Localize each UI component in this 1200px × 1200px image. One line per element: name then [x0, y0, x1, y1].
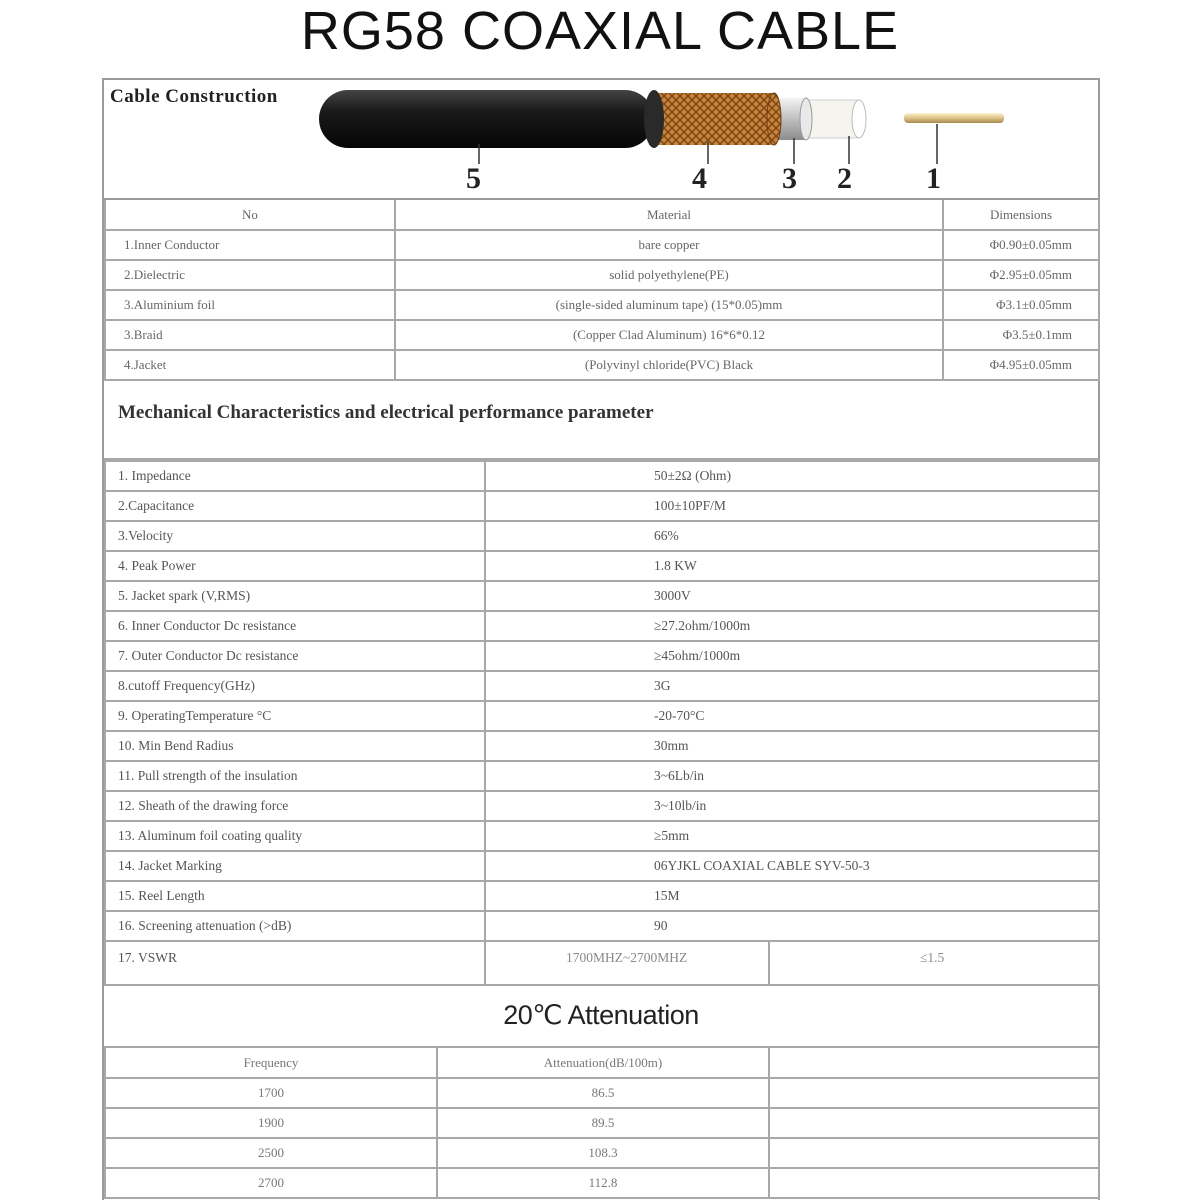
material-dimension: Φ3.5±0.1mm — [943, 320, 1099, 350]
param-value: ≥27.2ohm/1000m — [485, 611, 1099, 641]
param-label: 13. Aluminum foil coating quality — [105, 821, 485, 851]
material-part: 3.Aluminium foil — [105, 290, 395, 320]
table-row — [105, 461, 1099, 491]
braid-end — [767, 93, 781, 145]
table-row — [105, 1108, 1099, 1138]
callout-3: 3 — [782, 162, 797, 195]
inner-conductor-shape — [904, 113, 1004, 123]
table-row — [105, 821, 1099, 851]
param-value: 90 — [485, 911, 1099, 941]
param-label: 2.Capacitance — [105, 491, 485, 521]
material-part: 1.Inner Conductor — [105, 230, 395, 260]
material-dimension: Φ3.1±0.05mm — [943, 290, 1099, 320]
attenuation-value: 108.3 — [437, 1138, 769, 1168]
param-label: 1. Impedance — [105, 461, 485, 491]
param-label: 12. Sheath of the drawing force — [105, 791, 485, 821]
table-row — [105, 230, 1099, 260]
spec-sheet — [102, 78, 1100, 1200]
param-label: 10. Min Bend Radius — [105, 731, 485, 761]
cable-construction-section — [104, 80, 1098, 200]
table-row — [105, 350, 1099, 380]
attenuation-header-frequency: Frequency — [105, 1048, 437, 1078]
material-part: 4.Jacket — [105, 350, 395, 380]
attenuation-header-row — [105, 1048, 1099, 1078]
callout-2: 2 — [837, 162, 852, 195]
table-row — [105, 1168, 1099, 1198]
param-label: 8.cutoff Frequency(GHz) — [105, 671, 485, 701]
materials-header-row — [105, 200, 1099, 230]
vswr-label: 17. VSWR — [105, 941, 485, 985]
param-label: 4. Peak Power — [105, 551, 485, 581]
table-row — [105, 671, 1099, 701]
param-value: 50±2Ω (Ohm) — [485, 461, 1099, 491]
table-row — [105, 911, 1099, 941]
material-name: (single-sided aluminum tape) (15*0.05)mm — [395, 290, 943, 320]
attenuation-empty-cell — [769, 1138, 1099, 1168]
material-name: bare copper — [395, 230, 943, 260]
table-row — [105, 851, 1099, 881]
jacket-shape — [319, 90, 654, 148]
material-dimension: Φ4.95±0.05mm — [943, 350, 1099, 380]
param-label: 15. Reel Length — [105, 881, 485, 911]
table-row — [105, 701, 1099, 731]
param-value: 15M — [485, 881, 1099, 911]
foil-end — [800, 98, 812, 140]
table-row — [105, 491, 1099, 521]
table-row — [105, 761, 1099, 791]
table-row — [105, 731, 1099, 761]
param-value: 3~10lb/in — [485, 791, 1099, 821]
material-dimension: Φ0.90±0.05mm — [943, 230, 1099, 260]
table-row — [105, 611, 1099, 641]
table-row — [105, 260, 1099, 290]
mechanical-table — [104, 460, 1100, 986]
param-label: 9. OperatingTemperature °C — [105, 701, 485, 731]
attenuation-table — [104, 1048, 1100, 1199]
material-name: (Copper Clad Aluminum) 16*6*0.12 — [395, 320, 943, 350]
callout-5: 5 — [466, 162, 481, 195]
attenuation-heading: 20℃ Attenuation — [503, 1000, 699, 1030]
jacket-end — [644, 90, 664, 148]
table-row — [105, 290, 1099, 320]
param-value: 3000V — [485, 581, 1099, 611]
attenuation-value: 112.8 — [437, 1168, 769, 1198]
param-label: 16. Screening attenuation (>dB) — [105, 911, 485, 941]
table-row — [105, 581, 1099, 611]
attenuation-heading-cell — [104, 986, 1098, 1048]
material-name: (Polyvinyl chloride(PVC) Black — [395, 350, 943, 380]
cable-diagram — [104, 80, 1098, 198]
mechanical-heading-cell — [104, 380, 1098, 460]
page-title: RG58 COAXIAL CABLE — [300, 1, 900, 61]
vswr-range: 1700MHZ~2700MHZ — [485, 941, 769, 985]
attenuation-empty-cell — [769, 1168, 1099, 1198]
table-row — [105, 551, 1099, 581]
material-part: 2.Dielectric — [105, 260, 395, 290]
vswr-limit: ≤1.5 — [769, 941, 1099, 985]
param-value: 3~6Lb/in — [485, 761, 1099, 791]
attenuation-value: 89.5 — [437, 1108, 769, 1138]
material-part: 3.Braid — [105, 320, 395, 350]
param-value: 30mm — [485, 731, 1099, 761]
attenuation-value: 86.5 — [437, 1078, 769, 1108]
table-row — [105, 320, 1099, 350]
dielectric-end — [852, 100, 866, 138]
param-value: 1.8 KW — [485, 551, 1099, 581]
materials-header-no: No — [105, 200, 395, 230]
material-dimension: Φ2.95±0.05mm — [943, 260, 1099, 290]
construction-heading: Cable Construction — [110, 86, 278, 107]
param-value: ≥45ohm/1000m — [485, 641, 1099, 671]
param-value: 3G — [485, 671, 1099, 701]
table-row — [105, 791, 1099, 821]
table-row — [105, 881, 1099, 911]
attenuation-header-empty — [769, 1048, 1099, 1078]
attenuation-empty-cell — [769, 1078, 1099, 1108]
table-row — [105, 521, 1099, 551]
attenuation-frequency: 2500 — [105, 1138, 437, 1168]
attenuation-empty-cell — [769, 1108, 1099, 1138]
param-label: 14. Jacket Marking — [105, 851, 485, 881]
param-value: 66% — [485, 521, 1099, 551]
table-row — [105, 1138, 1099, 1168]
param-label: 3.Velocity — [105, 521, 485, 551]
attenuation-frequency: 1700 — [105, 1078, 437, 1108]
table-row — [105, 1078, 1099, 1108]
callout-4: 4 — [692, 162, 707, 195]
table-row — [105, 641, 1099, 671]
param-label: 7. Outer Conductor Dc resistance — [105, 641, 485, 671]
param-label: 5. Jacket spark (V,RMS) — [105, 581, 485, 611]
mechanical-heading: Mechanical Characteristics and electrical performance parameter — [118, 402, 654, 423]
attenuation-frequency: 2700 — [105, 1168, 437, 1198]
materials-header-dimensions: Dimensions — [943, 200, 1099, 230]
callout-1: 1 — [926, 162, 941, 195]
param-label: 11. Pull strength of the insulation — [105, 761, 485, 791]
param-value: 06YJKL COAXIAL CABLE SYV-50-3 — [485, 851, 1099, 881]
material-name: solid polyethylene(PE) — [395, 260, 943, 290]
param-value: -20-70°C — [485, 701, 1099, 731]
attenuation-header-value: Attenuation(dB/100m) — [437, 1048, 769, 1078]
vswr-row — [105, 941, 1099, 985]
materials-header-material: Material — [395, 200, 943, 230]
param-label: 6. Inner Conductor Dc resistance — [105, 611, 485, 641]
attenuation-frequency: 1900 — [105, 1108, 437, 1138]
braid-shape — [649, 93, 774, 145]
materials-table — [104, 200, 1100, 381]
param-value: ≥5mm — [485, 821, 1099, 851]
param-value: 100±10PF/M — [485, 491, 1099, 521]
